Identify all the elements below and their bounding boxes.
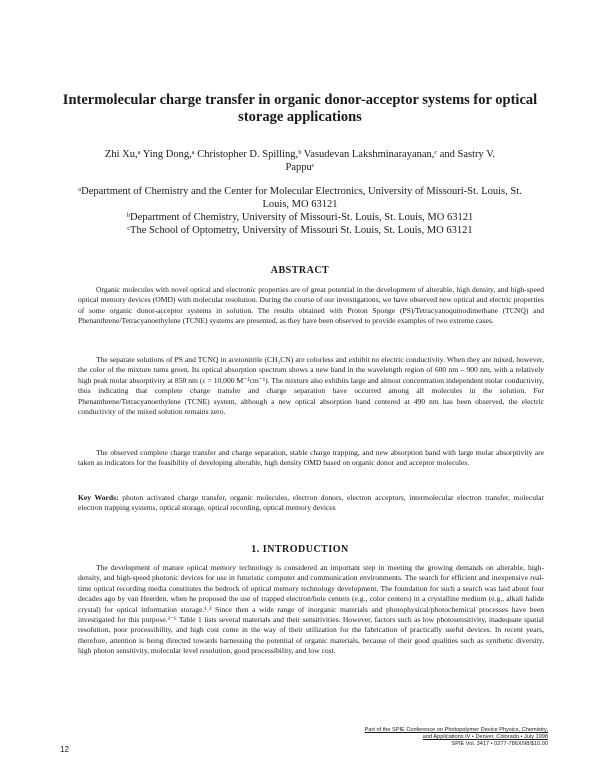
keywords-text: photon activated charge transfer, organic molecules, electron donors, electron acceptors, intermolecular electron transfer, molecular electron trapping systems, optical storage, optical recording, optical memory devices	[78, 493, 545, 513]
abstract-paragraph-3: The observed complete charge transfer and charge separation, stable charge trapping, and new absorption band with large molar absorptivity are taken as indicators for the feasibility of developing alterable, high density OMD based on organic donor and acceptor molecules.	[78, 448, 544, 468]
keywords-block	[78, 493, 544, 514]
paper-title: Intermolecular charge transfer in organic donor-acceptor systems for optical storage applications	[62, 92, 538, 125]
footer-line-2: and Applications IV • Denver, Colorado • July 1998	[422, 734, 548, 741]
affiliation-b: ᵇDepartment of Chemistry, University of Missouri-St. Louis, St. Louis, MO 63121	[126, 212, 474, 223]
keywords-label: Key Words:	[78, 493, 119, 502]
affiliation-c: ᶜThe School of Optometry, University of Missouri St. Louis, St. Louis, MO 63121	[127, 225, 473, 236]
author-list: Zhi Xu,ᵃ Ying Dong,ᵃ Christopher D. Spilling,ᵇ Vasudevan Lakshminarayanan,ᶜ and Sastry V. Pappuᶜ	[104, 149, 496, 173]
page-number: 12	[60, 745, 69, 754]
footer-line-1: Part of the SPIE Conference on Photopolymer Device Physics, Chemistry,	[364, 727, 548, 733]
affiliation-list	[70, 185, 530, 237]
introduction-heading: 1. INTRODUCTION	[251, 544, 349, 555]
abstract-paragraph-1: Organic molecules with novel optical and electronic properties are of great potential in the development of alterable, high density, and high-speed optical memory devices (OMD) with molecular resolution. During the course of our investigations, we have observed new optical and electric properties of some organic donor-acceptor systems in solution. The results obtained with Proton Sponge (PS)/Tetracyanoquinodimethane (TCNQ) and Phenanthrene/Tetracyanoethylene (TCNE) systems are presented, as they have been observed to provide examples of two extreme cases.	[78, 285, 544, 326]
abstract-heading: ABSTRACT	[270, 265, 330, 276]
abstract-paragraph-2: The separate solutions of PS and TCNQ in acetonitrile (CH₃CN) are colorless and exhibit no electric conductivity. When they are mixed, however, the color of the mixture turns green. Its optical absorption spectrum shows a new band in the wavelength region of 600 nm – 900 nm, with a relatively high peak molar absorptivity at 850 nm (ε = 10,000 M⁻¹cm⁻¹). The mixture also exhibits large and almost concentration independent molar conductivity, thus indicating that complete charge transfer and charge separation have occurred among all molecules in the solution. For Phenanthrene/Tetracyanoethylene (TCNE) system, although a new optical absorption band centered at 490 nm has been observed, the electric conductivity of the mixed solution remains zero.	[78, 355, 544, 417]
affiliation-a: ᵃDepartment of Chemistry and the Center for Molecular Electronics, University of Missouri-St. Louis, St. Louis, MO 63121	[78, 186, 522, 210]
introduction-paragraph: The development of mature optical memory technology is considered an important step in meeting the growing demands on alterable, high-density, and high-speed photonic devices for use in futuristic computer and communication environments. The search for efficient and inexpensive real-time optical recording media constitutes the bedrock of optical memory technology development. The foundation for such a search was laid about four decades ago by van Heerden, when he proposed the use of trapped electron/hole centers (e.g., color centers) in a crystalline medium (e.g., alkali halide crystal) for optical information storage.¹˒² Since then a wide range of inorganic materials and photophysical/photochemical processes have been investigated for this purpose.³⁻⁶ Table 1 lists several materials and their sensitivities. However, factors such as low photosensitivity, inadequate spatial resolution, poor processibility, and high cost come in the way of their utilization for the fabrication of practically useful devices. In recent years, therefore, attention is being directed towards harnessing the potential of organic materials, because of their good qualities such as synthetic diversity, high photon sensitivity, molecular level resolution, good processibility, and low cost.	[78, 563, 544, 656]
footer-line-3: SPIE Vol. 3417 • 0277-786X/98/$10.00	[451, 741, 548, 748]
conference-footer	[365, 727, 548, 749]
